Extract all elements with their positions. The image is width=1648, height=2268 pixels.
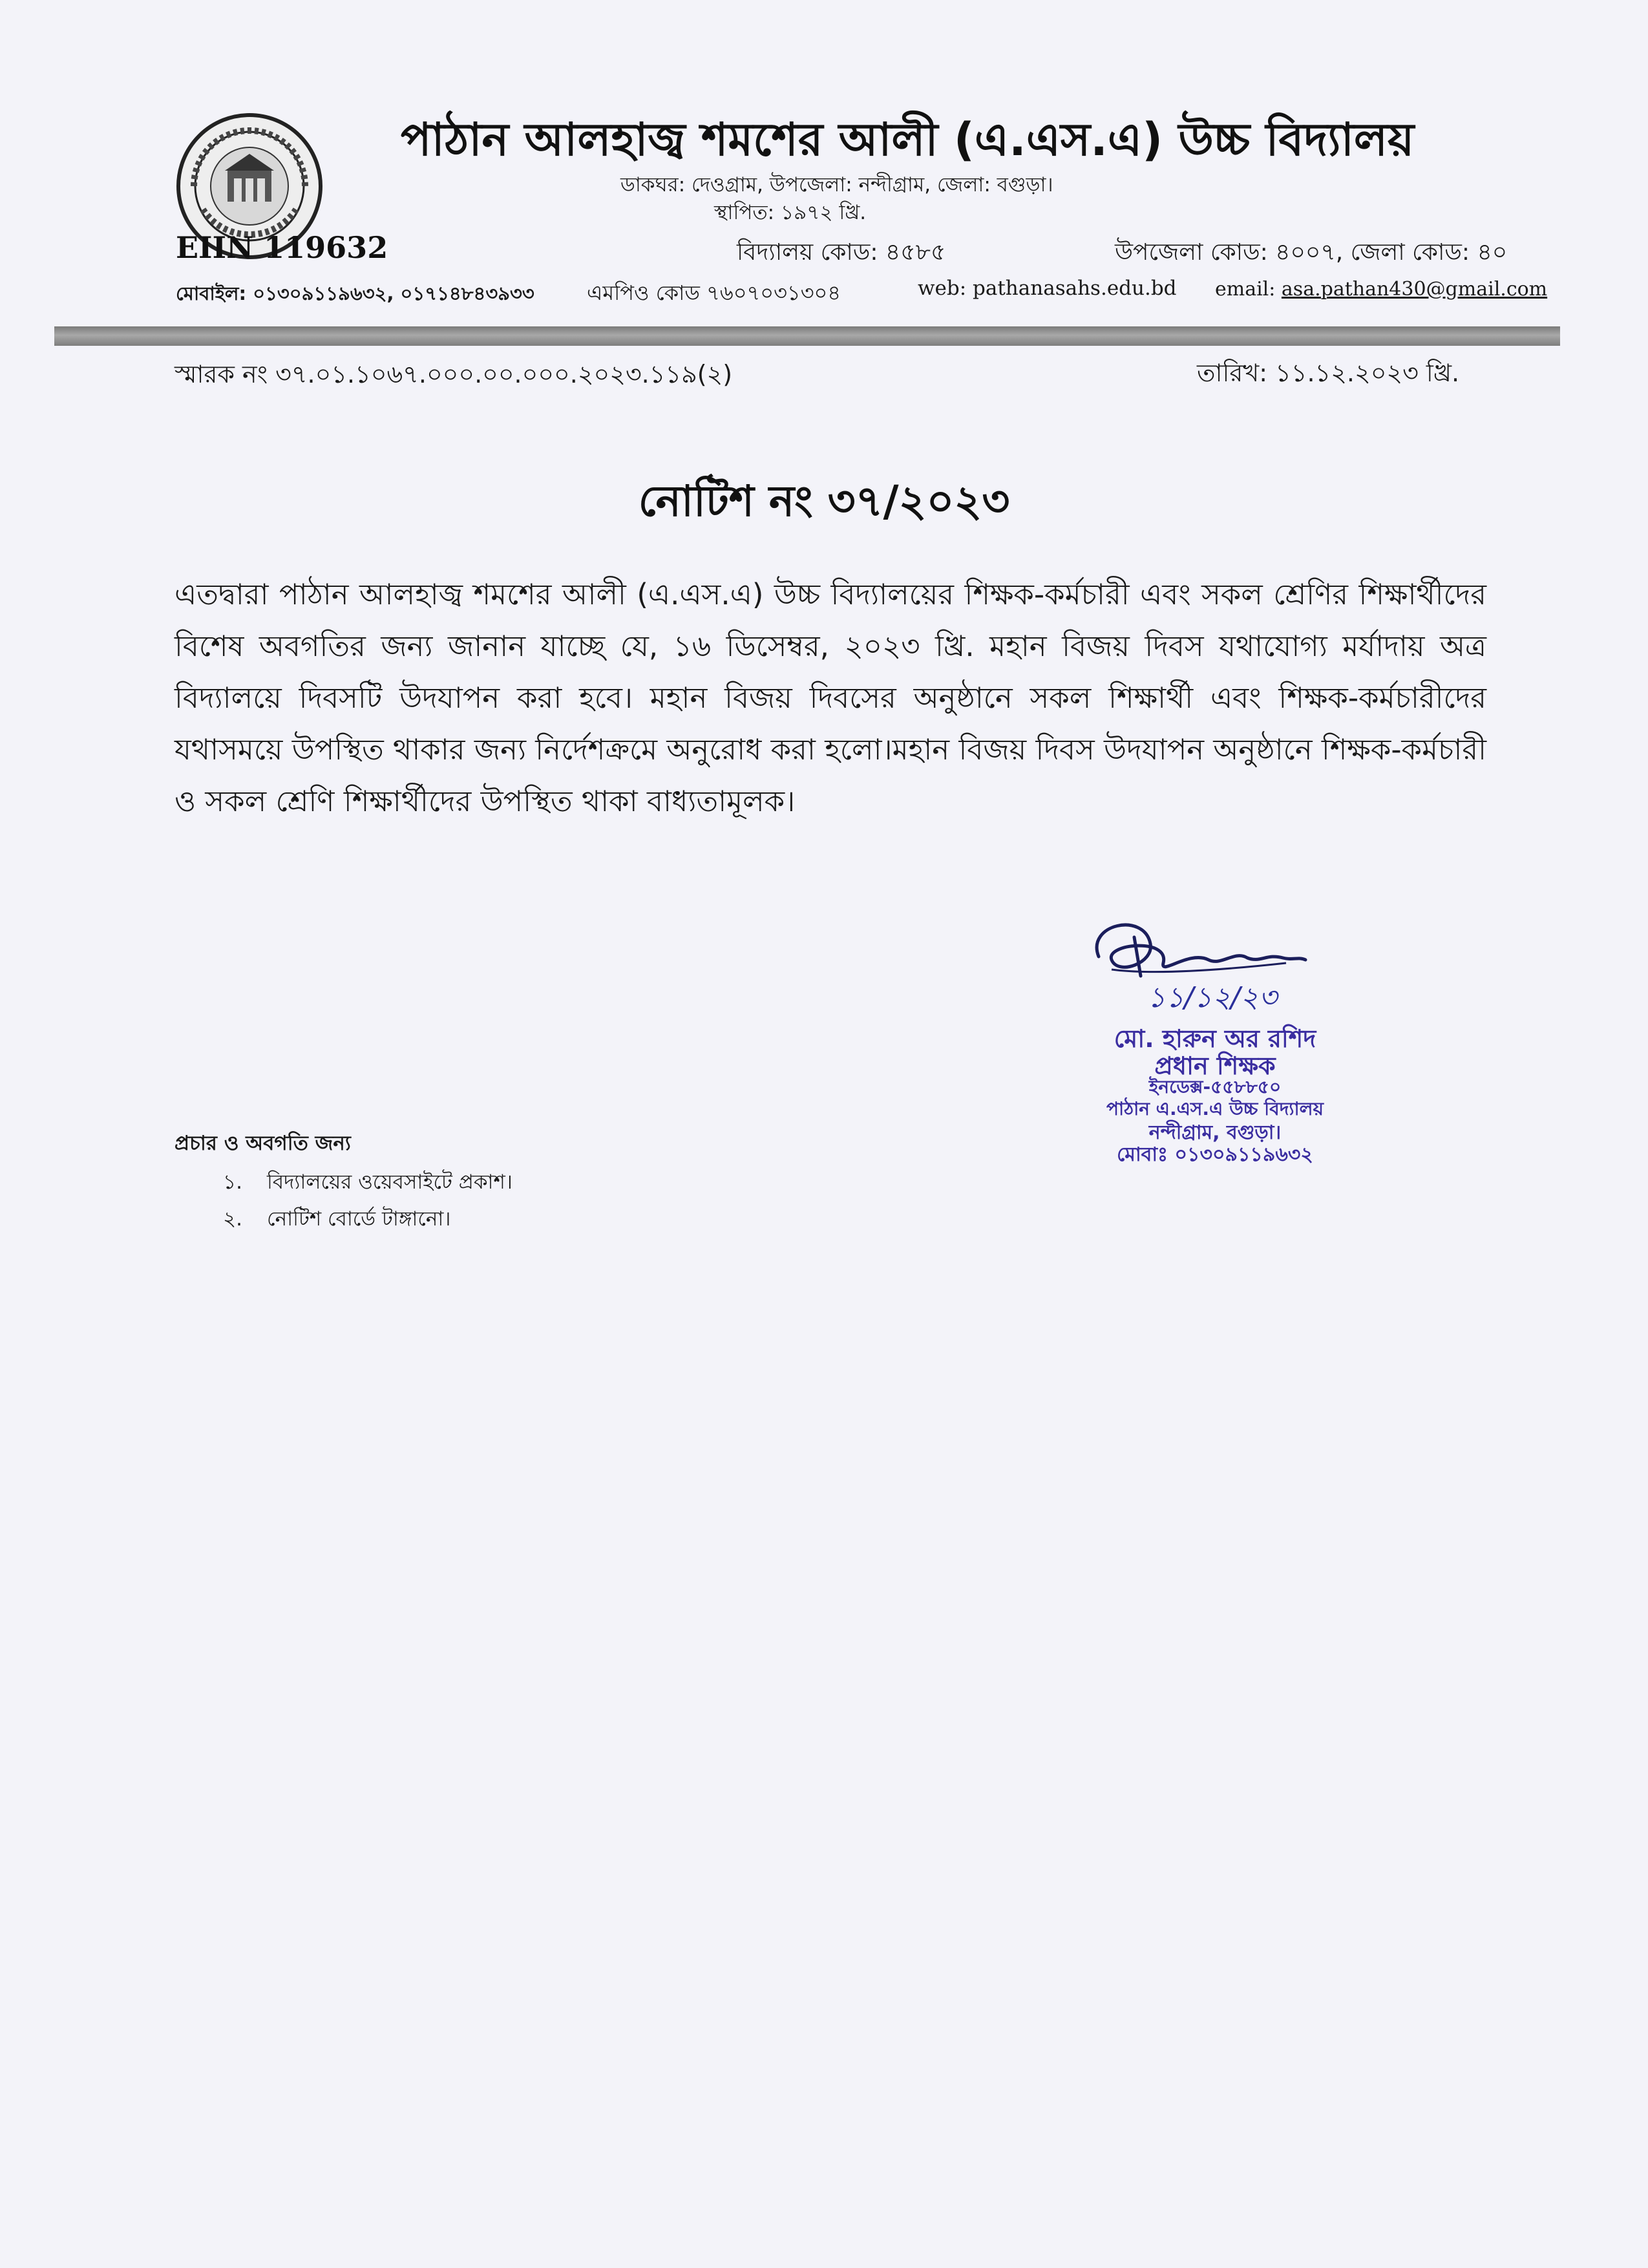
memo-reference: স্মারক নং ৩৭.০১.১০৬৭.০০০.০০.০০০.২০২৩.১১৯(২)	[174, 360, 733, 388]
school-name: পাঠান আলহাজ্ব শমশের আলী (এ.এস.এ) উচ্চ বিদ্যালয়	[401, 113, 1415, 166]
distribution-item-text: নোটিশ বোর্ডে টাঙ্গানো।	[267, 1207, 451, 1231]
school-code: বিদ্যালয় কোড: ৪৫৮৫	[737, 239, 946, 266]
stamp-index: ইনডেক্স-৫৫৮৮৫০	[1148, 1076, 1282, 1097]
notice-body: এতদ্বারা পাঠান আলহাজ্ব শমশের আলী (এ.এস.এ) উচ্চ বিদ্যালয়ের শিক্ষক-কর্মচারী এবং সকল শ্রেণির শিক্ষার্থীদের বিশেষ অবগতির জন্য জানান যাচ্ছে যে, ১৬ ডিসেম্বর, ২০২৩ খ্রি. মহান বিজয় দিবস যথাযোগ্য মর্যাদায় অত্র বিদ্যালয়ে দিবসটি উদযাপন করা হবে। মহান বিজয় দিবসের অনুষ্ঠানে সকল শিক্ষার্থী এবং শিক্ষক-কর্মচারীদের যথাসময়ে উপস্থিত থাকার জন্য নির্দেশক্রমে অনুরোধ করা হলো।মহান বিজয় দিবস উদযাপন অনুষ্ঠানে শিক্ষক-কর্মচারী ও সকল শ্রেণি শিক্ষার্থীদের উপস্থিত থাকা বাধ্যতামূলক।	[174, 577, 1486, 818]
distribution-item	[223, 1167, 512, 1200]
mobile-numbers: মোবাইল: ০১৩০৯১১৯৬৩২, ০১৭১৪৮৪৩৯৩৩	[176, 282, 534, 304]
upazila-district-code: উপজেলা কোড: ৪০০৭, জেলা কোড: ৪০	[1115, 239, 1508, 266]
signature-date: ১১/১২/২৩	[1147, 981, 1278, 1014]
notice-title: নোটিশ নং ৩৭/২০২৩	[638, 476, 1010, 526]
distribution-item-number: ১.	[223, 1171, 242, 1194]
established-year: স্থাপিত: ১৯৭২ খ্রি.	[714, 201, 867, 224]
eiin-number: EIIN 119632	[176, 230, 388, 265]
stamp-name: মো. হারুন অর রশিদ	[1114, 1024, 1316, 1053]
email-link[interactable]: asa.pathan430@gmail.com	[1281, 278, 1548, 301]
stamp-school: পাঠান এ.এস.এ উচ্চ বিদ্যালয়	[1106, 1098, 1324, 1119]
stamp-location: নন্দীগ্রাম, বগুড়া।	[1148, 1121, 1282, 1144]
email-label: email:	[1215, 278, 1282, 301]
distribution-heading: প্রচার ও অবগতি জন্য	[174, 1132, 351, 1155]
website: web: pathanasahs.edu.bd	[918, 277, 1177, 300]
distribution-item-text: বিদ্যালয়ের ওয়েবসাইটে প্রকাশ।	[267, 1171, 512, 1194]
distribution-item-number: ২.	[223, 1207, 243, 1231]
memo-date: তারিখ: ১১.১২.২০২৩ খ্রি.	[1197, 359, 1460, 387]
school-address: ডাকঘর: দেওগ্রাম, উপজেলা: নন্দীগ্রাম, জেলা: বগুড়া।	[620, 173, 1053, 196]
header-divider	[54, 326, 1560, 346]
email-line	[1215, 278, 1547, 301]
distribution-item	[223, 1203, 450, 1237]
mpo-code: এমপিও কোড ৭৬০৭০৩১৩০৪	[587, 281, 841, 305]
stamp-designation: প্রধান শিক্ষক	[1154, 1052, 1276, 1080]
stamp-mobile: মোবাঃ ০১৩০৯১১৯৬৩২	[1117, 1143, 1313, 1166]
